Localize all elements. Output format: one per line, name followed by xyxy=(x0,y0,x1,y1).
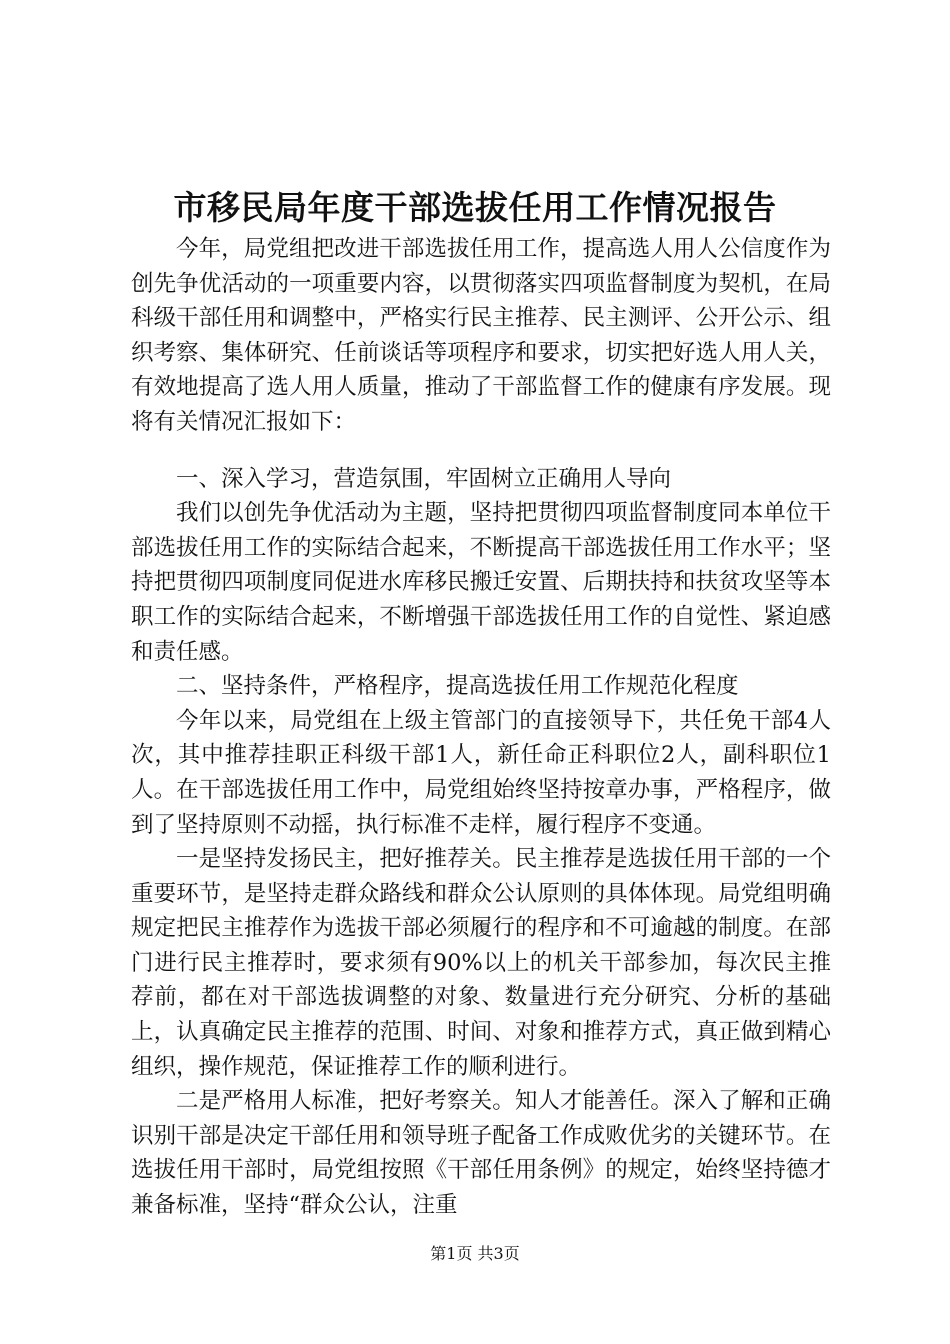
page-number-footer: 第1页 共3页 xyxy=(430,1244,520,1263)
document-title: 市移民局年度干部选拔任用工作情况报告 xyxy=(173,188,777,227)
section-heading-1: 一、深入学习，营造氛围，牢固树立正确用人导向 xyxy=(176,465,672,492)
document-body xyxy=(131,232,831,1223)
section-1-paragraph: 我们以创先争优活动为主题，坚持把贯彻四项监督制度同本单位干部选拔任用工作的实际结合起来，不断提高干部选拔任用工作水平；坚持把贯彻四项制度同促进水库移民搬迁安置、后期扶持和扶贫攻坚等本职工作的实际结合起来，不断增强干部选拔任用工作的自觉性、紧迫感和责任感。 xyxy=(131,500,831,665)
point-1-paragraph: 一是坚持发扬民主，把好推荐关。民主推荐是选拔任用干部的一个重要环节，是坚持走群众路线和群众公认原则的具体体现。局党组明确规定把民主推荐作为选拔干部必须履行的程序和不可逾越的制度。在部门进行民主推荐时，要求须有90%以上的机关干部参加，每次民主推荐前，都在对干部选拔调整的对象、数量进行充分研究、分析的基础上，认真确定民主推荐的范围、时间、对象和推荐方式，真正做到精心组织，操作规范，保证推荐工作的顺利进行。 xyxy=(131,846,831,1080)
point-2-paragraph: 二是严格用人标准，把好考察关。知人才能善任。深入了解和正确识别干部是决定干部任用和领导班子配备工作成败优劣的关键环节。在选拔任用干部时，局党组按照《干部任用条例》的规定，始终坚持德才兼备标准，坚持“群众公认，注重 xyxy=(131,1088,831,1219)
section-2-paragraph: 今年以来，局党组在上级主管部门的直接领导下，共任免干部4人次，其中推荐挂职正科级干部1人，新任命正科职位2人，副科职位1人。在干部选拔任用工作中，局党组始终坚持按章办事，严格程序，做到了坚持原则不动摇，执行标准不走样，履行程序不变通。 xyxy=(131,707,831,838)
paragraph-gap xyxy=(131,440,831,462)
intro-paragraph: 今年，局党组把改进干部选拔任用工作，提高选人用人公信度作为创先争优活动的一项重要内容，以贯彻落实四项监督制度为契机，在局科级干部任用和调整中，严格实行民主推荐、民主测评、公开公示、组织考察、集体研究、任前谈话等项程序和要求，切实把好选人用人关，有效地提高了选人用人质量，推动了干部监督工作的健康有序发展。现将有关情况汇报如下： xyxy=(131,236,831,435)
section-heading-2: 二、坚持条件，严格程序，提高选拔任用工作规范化程度 xyxy=(176,673,739,700)
